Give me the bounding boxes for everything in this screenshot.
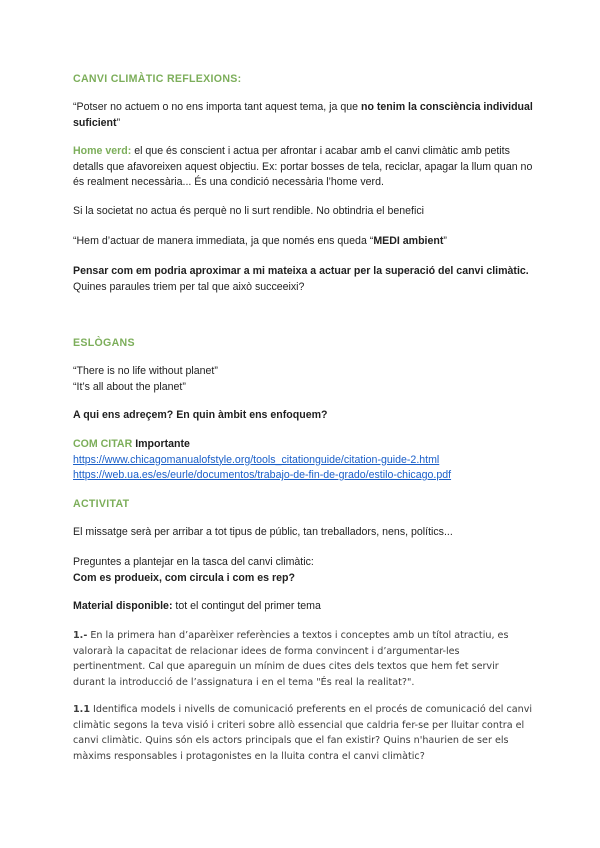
chicago-manual-link[interactable]: https://www.chicagomanualofstyle.org/tools_citationguide/citation-guide-2.html xyxy=(73,453,440,466)
eslogans-heading: ESLÒGANS xyxy=(73,337,135,349)
quote-medi-prefix: “Hem d’actuar de manera immediata, ja que només ens queda “ xyxy=(73,235,374,247)
point-1-paragraph xyxy=(73,628,533,690)
pensar-paragraph xyxy=(73,264,533,295)
quote-medi-ambient xyxy=(73,234,533,250)
point-1-number: 1.- xyxy=(73,630,88,641)
home-verd-label: Home verd: xyxy=(73,145,132,157)
com-citar-label: COM CITAR xyxy=(73,438,133,450)
activitat-heading: ACTIVITAT xyxy=(73,498,130,510)
preguntes-paragraph xyxy=(73,555,533,586)
material-paragraph xyxy=(73,599,533,615)
point-1-1-text: Identifica models i nivells de comunicació preferents en el procés de comunicació del canvi climàtic segons la teva visió i criteri sobre allò essencial que caldria fer-se per lluitar contra el canvi climàtic. Quins són els actors principals que el fan existir? Quins n'haurien de ser els màxims responsables i protagonistes en la lluita contra el canvi climàtic? xyxy=(73,704,533,762)
eslogans-list xyxy=(73,364,533,395)
eslogan-item: “It’s all about the planet” xyxy=(73,380,186,393)
adrecem-question: A qui ens adreçem? En quin àmbit ens enfoquem? xyxy=(73,409,328,421)
material-label: Material disponible: xyxy=(73,600,173,612)
activitat-text: El missatge serà per arribar a tot tipus de públic, tan treballadors, nens, polítics... xyxy=(73,526,453,538)
quote-consciencia xyxy=(73,100,533,131)
page-title: CANVI CLIMÀTIC REFLEXIONS: xyxy=(73,73,242,85)
point-1-1-number: 1.1 xyxy=(73,704,90,715)
com-citar-section xyxy=(73,437,533,484)
societat-paragraph: Si la societat no actua és perquè no li surt rendible. No obtindria el benefici xyxy=(73,205,424,217)
material-text: tot el contingut del primer tema xyxy=(172,600,321,612)
home-verd-paragraph xyxy=(73,144,533,191)
quote-consciencia-bold: no tenim la consciència individual suficient xyxy=(73,101,533,129)
pensar-bold: Pensar com em podria aproximar a mi mateixa a actuar per la superació del canvi climàtic. xyxy=(73,265,529,277)
quote-medi-suffix: ” xyxy=(443,235,447,247)
point-1-text: En la primera han d’aparèixer referències a textos i conceptes amb un títol atractiu, es valorarà la capacitat de relacionar idees de forma convincent i d’argumentar-les pertinentment. Cal que apareguin un mínim de dues cites dels textos que hem fet servir durant la introducció de l’assignatura i en el tema "És real la realitat?". xyxy=(73,630,509,688)
quote-consciencia-prefix: “Potser no actuem o no ens importa tant aquest tema, ja que xyxy=(73,101,361,113)
home-verd-text: el que és conscient i actua per afrontar i acabar amb el canvi climàtic amb petits detalls que afavoreixen aquest objectiu. Ex: portar bosses de tela, reciclar, apagar la llum quan no és realment necessària... És una condició necessària l’home verd. xyxy=(73,145,533,188)
ua-estilo-chicago-link[interactable]: https://web.ua.es/es/eurle/documentos/trabajo-de-fin-de-grado/estilo-chicago.pdf xyxy=(73,469,452,481)
com-citar-importante: Importante xyxy=(132,438,190,450)
quote-consciencia-suffix: ” xyxy=(116,116,121,129)
eslogan-item: “There is no life without planet” xyxy=(73,365,218,377)
preguntes-bold: Com es produeix, com circula i com es rep? xyxy=(73,571,295,584)
quote-medi-bold: MEDI ambient xyxy=(373,235,444,247)
preguntes-text: Preguntes a plantejar en la tasca del canvi climàtic: xyxy=(73,556,314,568)
pensar-text: Quines paraules triem per tal que això succeeixi? xyxy=(73,280,305,293)
point-1-1-paragraph xyxy=(73,702,533,764)
